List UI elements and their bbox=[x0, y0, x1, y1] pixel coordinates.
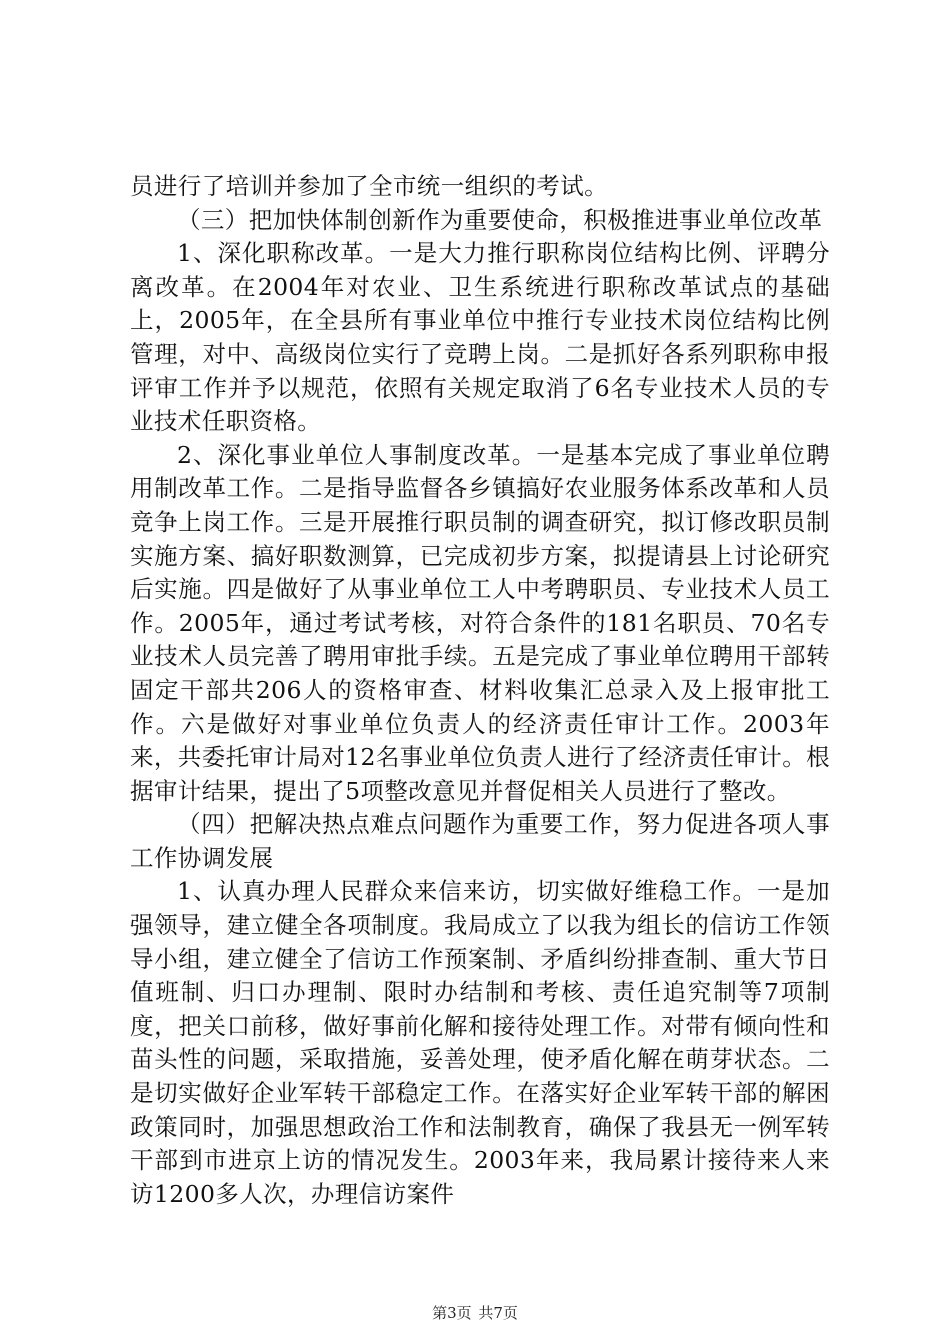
page-number: 第3页 bbox=[432, 1304, 472, 1322]
paragraph-petitions: 1、认真办理人民群众来信来访，切实做好维稳工作。一是加强领导，建立健全各项制度。我局成立了以我为组长的信访工作领导小组，建立健全了信访工作预案制、矛盾纠纷排查制、重大节日值班制、归口办理制、限时办结制和考核、责任追究制等7项制度，把关口前移，做好事前化解和接待处理工作。对带有倾向性和苗头性的问题，采取措施，妥善处理，使矛盾化解在萌芽状态。二是切实做好企业军转干部稳定工作。在落实好企业军转干部的解困政策同时，加强思想政治工作和法制教育，确保了我县无一例军转干部到市进京上访的情况发生。2003年来，我局累计接待来人来访1200多人次，办理信访案件 bbox=[130, 877, 830, 1208]
paragraph-personnel-reform: 2、深化事业单位人事制度改革。一是基本完成了事业单位聘用制改革工作。二是指导监督各乡镇搞好农业服务体系改革和人员竞争上岗工作。三是开展推行职员制的调查研究，拟订修改职员制实施方案、搞好职数测算，已完成初步方案，拟提请县上讨论研究后实施。四是做好了从事业单位工人中考聘职员、专业技术人员工作。2005年，通过考试考核，对符合条件的181名职员、70名专业技术人员完善了聘用审批手续。五是完成了事业单位聘用干部转固定干部共206人的资格审查、材料收集汇总录入及上报审批工作。六是做好对事业单位负责人的经济责任审计工作。2003年来，共委托审计局对12名事业单位负责人进行了经济责任审计。根据审计结果，提出了5项整改意见并督促相关人员进行了整改。 bbox=[130, 440, 830, 805]
section-heading-4: （四）把解决热点难点问题作为重要工作，努力促进各项人事工作协调发展 bbox=[130, 810, 830, 872]
paragraph-continuation: 员进行了培训并参加了全市统一组织的考试。 bbox=[130, 172, 608, 200]
paragraph-title-reform: 1、深化职称改革。一是大力推行职称岗位结构比例、评聘分离改革。在2004年对农业、卫生系统进行职称改革试点的基础上，2005年，在全县所有事业单位中推行专业技术岗位结构比例管理，对中、高级岗位实行了竞聘上岗。二是抓好各系列职称申报评审工作并予以规范，依照有关规定取消了6名专业技术人员的专业技术任职资格。 bbox=[130, 239, 830, 436]
page-total: 共7页 bbox=[478, 1304, 518, 1322]
section-heading-3: （三）把加快体制创新作为重要使命，积极推进事业单位改革 bbox=[177, 205, 823, 234]
document-body bbox=[130, 170, 830, 1211]
page-footer bbox=[0, 1303, 950, 1323]
